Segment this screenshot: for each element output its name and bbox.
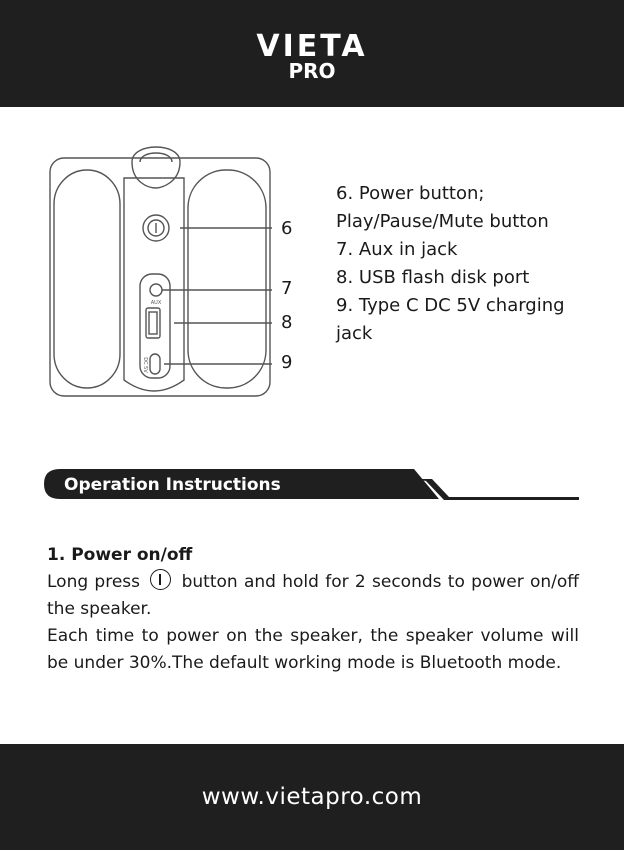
p1-before: Long press bbox=[47, 572, 141, 592]
callout-9: 9 bbox=[281, 352, 293, 373]
callout-6: 6 bbox=[281, 218, 293, 239]
p1-after: button and hold for 2 seconds to power on/off the speaker. bbox=[47, 572, 580, 619]
logo-main-text: VIETA bbox=[256, 29, 368, 64]
page-header bbox=[0, 0, 624, 107]
aux-jack bbox=[150, 284, 162, 296]
callout-7: 7 bbox=[281, 278, 293, 299]
legend-line: 9. Type C DC 5V charging bbox=[336, 295, 565, 316]
legend-line: jack bbox=[336, 323, 373, 344]
legend-line: 8. USB flash disk port bbox=[336, 267, 530, 288]
instruction-paragraph bbox=[47, 569, 579, 623]
logo-sub-text: PRO bbox=[288, 59, 336, 83]
speaker-diagram bbox=[40, 140, 310, 440]
instructions-content bbox=[47, 542, 579, 677]
instruction-paragraph: Each time to power on the speaker, the speaker volume will be under 30%.The default working mode is Bluetooth mode. bbox=[47, 626, 579, 673]
left-grille bbox=[54, 170, 120, 388]
section-title: Operation Instructions bbox=[64, 475, 281, 495]
type-c-port bbox=[150, 354, 160, 374]
aux-label: AUX bbox=[150, 300, 162, 306]
usb-port-inner bbox=[149, 312, 157, 334]
legend-line: 6. Power button; bbox=[336, 183, 485, 204]
section-banner-accent bbox=[416, 479, 579, 500]
dc-label: DC 5V bbox=[142, 357, 148, 373]
power-icon bbox=[150, 569, 171, 590]
callout-8: 8 bbox=[281, 312, 293, 333]
website-url: www.vietapro.com bbox=[201, 784, 423, 810]
right-grille bbox=[188, 170, 266, 388]
legend-line: Play/Pause/Mute button bbox=[336, 211, 549, 232]
legend-line: 7. Aux in jack bbox=[336, 239, 458, 260]
instruction-heading: 1. Power on/off bbox=[47, 545, 193, 565]
parts-legend bbox=[336, 180, 596, 348]
brand-logo bbox=[250, 30, 374, 84]
